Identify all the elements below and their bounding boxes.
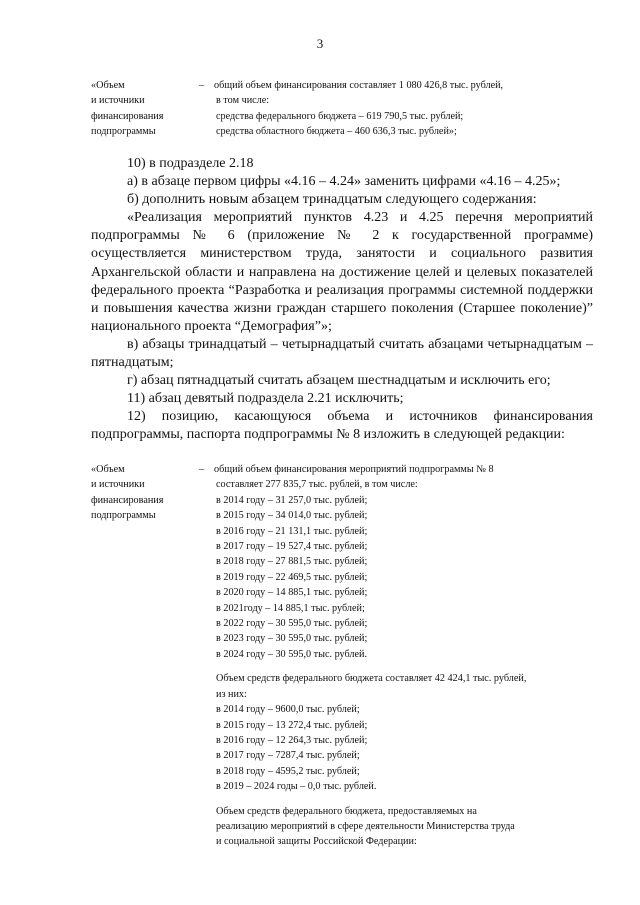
value-line: в 2018 году – 27 881,5 тыс. рублей; xyxy=(216,556,368,568)
value-line: средства областного бюджета – 460 636,3 тыс. рублей»; xyxy=(216,126,457,138)
financing-values xyxy=(216,462,606,850)
label-line: подпрограммы xyxy=(91,510,156,522)
paragraph: г) абзац пятнадцатый считать абзацем шестнадцатым и исключить его; xyxy=(127,373,551,389)
financing-values xyxy=(216,78,606,140)
label-line: «Объем xyxy=(91,464,125,475)
value-line: Объем средств федерального бюджета, предоставляемых на xyxy=(216,805,477,817)
value-line: в 2014 году – 9600,0 тыс. рублей; xyxy=(216,704,360,716)
value-line: в 2019 году – 22 469,5 тыс. рублей; xyxy=(216,571,368,583)
value-line: в 2021году – 14 885,1 тыс. рублей; xyxy=(216,602,365,614)
paragraph: 10) в подразделе 2.18 xyxy=(127,156,254,171)
amendment-text xyxy=(91,155,593,445)
dash-separator: – xyxy=(199,80,205,91)
label-line: финансирования xyxy=(91,110,164,122)
paragraph: а) в абзаце первом цифры «4.16 – 4.24» заменить цифрами «4.16 – 4.25»; xyxy=(127,174,561,190)
value-line: и социальной защиты Российской Федерации: xyxy=(216,836,417,848)
paragraph: 11) абзац девятый подраздела 2.21 исключить; xyxy=(127,391,404,407)
label-line: подпрограммы xyxy=(91,126,156,138)
financing-label xyxy=(91,462,195,524)
value-line: в 2015 году – 13 272,4 тыс. рублей; xyxy=(216,719,368,731)
value-line: из них: xyxy=(216,688,247,700)
value-line: в 2017 году – 19 527,4 тыс. рублей; xyxy=(216,541,368,553)
paragraph: в) абзацы тринадцатый – четырнадцатый считать абзацами четырнадцатым – пятнадцатым; xyxy=(91,336,593,371)
federal-budget-group xyxy=(216,671,606,794)
value-line: в 2017 году – 7287,4 тыс. рублей; xyxy=(216,750,360,762)
label-line: финансирования xyxy=(91,494,164,506)
label-line: и источники xyxy=(91,95,145,107)
value-line: в 2019 – 2024 годы – 0,0 тыс. рублей. xyxy=(216,781,377,793)
label-line: «Объем xyxy=(91,80,125,91)
value-line: в 2015 году – 34 014,0 тыс. рублей; xyxy=(216,510,368,522)
financing-label xyxy=(91,78,195,140)
value-line: в 2016 году – 21 131,1 тыс. рублей; xyxy=(216,525,368,537)
value-line: в 2014 году – 31 257,0 тыс. рублей; xyxy=(216,494,368,506)
total-financing-group xyxy=(216,462,606,662)
value-line: в 2020 году – 14 885,1 тыс. рублей; xyxy=(216,587,368,599)
value-line: в 2024 году – 30 595,0 тыс. рублей. xyxy=(216,648,368,660)
paragraph: б) дополнить новым абзацем тринадцатым следующего содержания: xyxy=(127,192,537,208)
value-line: общий объем финансирования мероприятий подпрограммы № 8 xyxy=(214,464,494,475)
value-line: в 2023 году – 30 595,0 тыс. рублей; xyxy=(216,633,368,645)
value-line: составляет 277 835,7 тыс. рублей, в том числе: xyxy=(216,479,418,491)
value-line: Объем средств федерального бюджета составляет 42 424,1 тыс. рублей, xyxy=(216,673,527,685)
ministry-funds-group xyxy=(216,804,606,850)
value-line: в том числе: xyxy=(216,95,270,107)
page-number: 3 xyxy=(316,36,324,51)
value-line: в 2016 году – 12 264,3 тыс. рублей; xyxy=(216,734,368,746)
paragraph: «Реализация мероприятий пунктов 4.23 и 4.25 перечня мероприятий подпрограммы № 6 (приложение № 2 к государственной программе) осуществляется министерством труда, занятости и социального развития Архангельской области и направлена на достижение целей и целевых показателей федерального проекта “Разработка и реализация программы системной поддержки и повышения качества жизни граждан старшего поколения (Старшее поколение)” национального проекта “Демография”»; xyxy=(91,210,593,334)
value-line: в 2018 году – 4595,2 тыс. рублей; xyxy=(216,765,360,777)
paragraph: 12) позицию, касающуюся объема и источников финансирования подпрограммы, паспорта подпрограммы № 8 изложить в следующей редакции: xyxy=(91,409,593,443)
value-line: реализацию мероприятий в сфере деятельности Министерства труда xyxy=(216,820,515,832)
value-line: общий объем финансирования составляет 1 080 426,8 тыс. рублей, xyxy=(214,80,504,91)
value-line: в 2022 году – 30 595,0 тыс. рублей; xyxy=(216,618,368,630)
label-line: и источники xyxy=(91,479,145,491)
dash-separator: – xyxy=(199,464,205,475)
value-line: средства федерального бюджета – 619 790,5 тыс. рублей; xyxy=(216,110,464,122)
